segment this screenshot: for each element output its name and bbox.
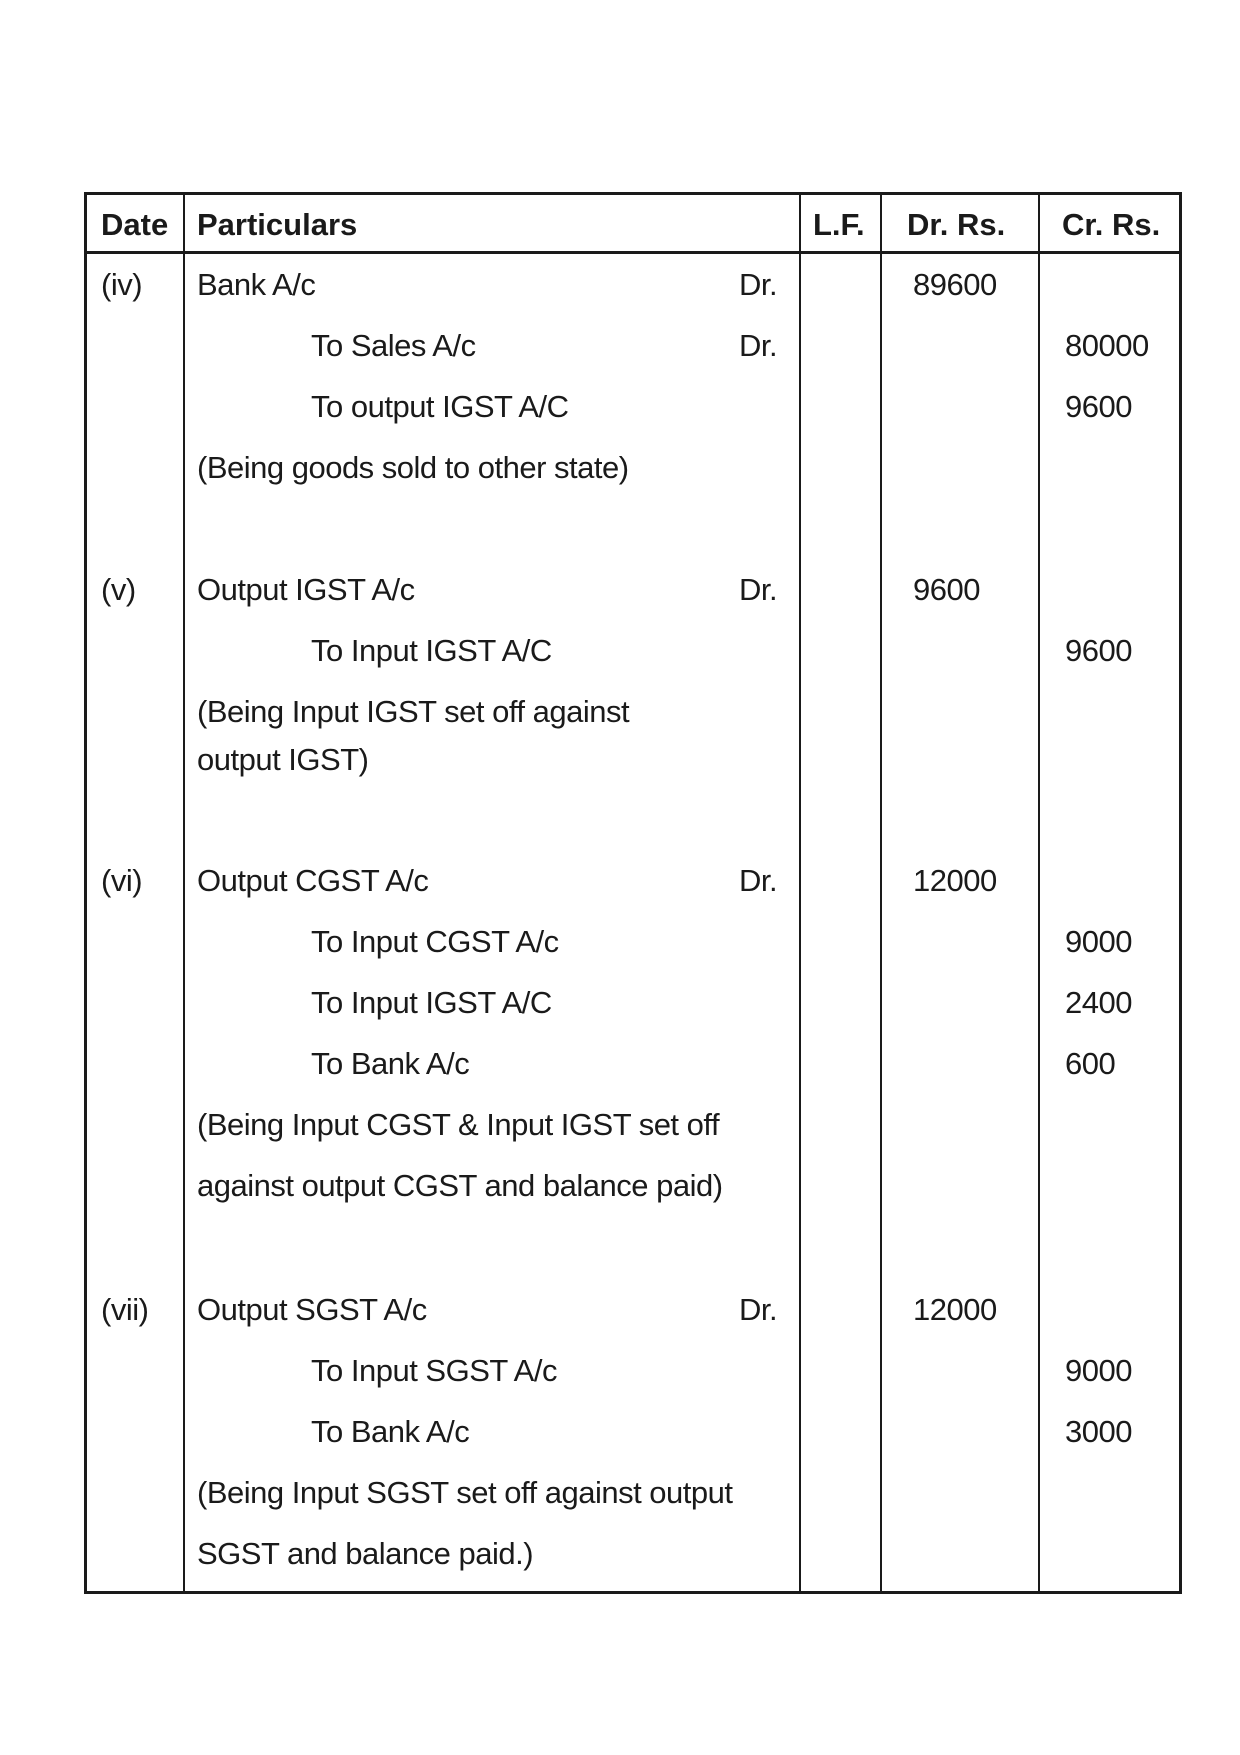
entry-date: (vii) [101,1292,149,1327]
credit-account: To output IGST A/C [311,389,569,424]
header-particulars: Particulars [197,207,358,242]
cr-amount: 600 [1065,1046,1116,1081]
cr-amount: 80000 [1065,328,1149,363]
dr-amount: 12000 [913,1292,997,1327]
debit-account: Output SGST A/c [197,1292,427,1327]
dr-amount: 89600 [913,267,997,302]
journal-table [84,192,1182,1594]
credit-account: To Bank A/c [311,1046,470,1081]
debit-account: Output CGST A/c [197,863,429,898]
column-divider-lf [880,195,882,1591]
dr-marker: Dr. [739,1292,778,1327]
narration-line: (Being Input SGST set off against output [197,1475,733,1510]
dr-marker: Dr. [739,572,778,607]
header-lf: L.F. [813,207,865,242]
narration-line: SGST and balance paid.) [197,1536,534,1571]
column-divider-dr [1038,195,1040,1591]
dr-amount: 12000 [913,863,997,898]
cr-amount: 2400 [1065,985,1132,1020]
narration-line: against output CGST and balance paid) [197,1168,723,1203]
column-divider-date [183,195,185,1591]
narration-line: output IGST) [197,742,369,777]
entry-date: (vi) [101,863,143,898]
narration: (Being goods sold to other state) [197,450,629,485]
dr-marker: Dr. [739,863,778,898]
column-divider-particulars [799,195,801,1591]
credit-account: To Input SGST A/c [311,1353,557,1388]
narration-line: (Being Input CGST & Input IGST set off [197,1107,720,1142]
header-cr: Cr. Rs. [1062,207,1161,242]
cr-amount: 9000 [1065,1353,1132,1388]
cr-amount: 9000 [1065,924,1132,959]
credit-account: To Input IGST A/C [311,633,552,668]
header-dr: Dr. Rs. [907,207,1006,242]
entry-date: (v) [101,572,136,607]
credit-account: To Sales A/c [311,328,476,363]
header-date: Date [101,207,169,242]
dr-marker: Dr. [739,328,778,363]
header-rule [87,251,1179,254]
dr-amount: 9600 [913,572,980,607]
debit-account: Bank A/c [197,267,316,302]
narration-line: (Being Input IGST set off against [197,694,630,729]
dr-marker: Dr. [739,267,778,302]
credit-account: To Input CGST A/c [311,924,559,959]
cr-amount: 3000 [1065,1414,1132,1449]
cr-amount: 9600 [1065,633,1132,668]
credit-account: To Input IGST A/C [311,985,552,1020]
credit-account: To Bank A/c [311,1414,470,1449]
entry-date: (iv) [101,267,143,302]
debit-account: Output IGST A/c [197,572,415,607]
cr-amount: 9600 [1065,389,1132,424]
